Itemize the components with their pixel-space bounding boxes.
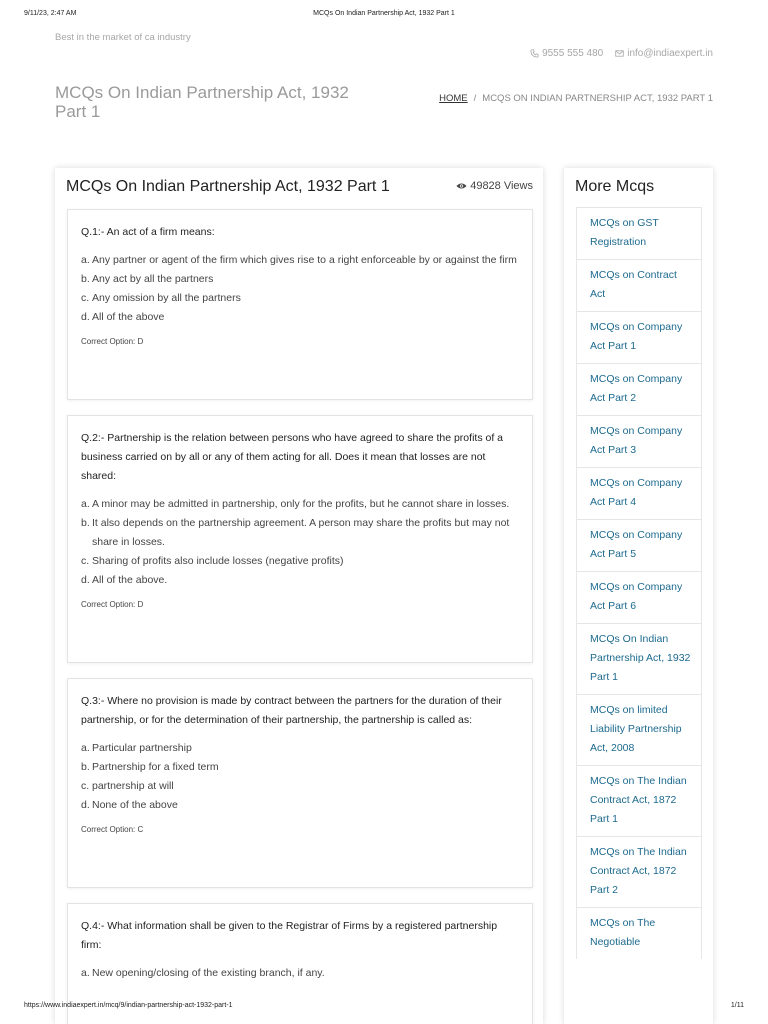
print-timestamp: 9/11/23, 2:47 AM [24,10,77,17]
correct-option: Correct Option: D [81,337,144,346]
sidebar-link[interactable]: MCQs on The Negotiable [577,907,701,959]
mcq-content-card [55,168,543,1024]
breadcrumb [439,93,713,104]
breadcrumb-current: MCQS ON INDIAN PARTNERSHIP ACT, 1932 PART 1 [482,93,713,104]
more-mcqs-sidebar [564,168,713,1024]
breadcrumb-home-link[interactable]: HOME [439,93,468,104]
site-tagline: Best in the market of ca industry [55,32,191,43]
question-text: Q.4:- What information shall be given to the Registrar of Firms by a registered partnership firm: [81,920,498,951]
option-item: c. Sharing of profits also include losses (negative profits) [81,555,344,567]
options-list [81,495,520,590]
print-page-number: 1/11 [730,1002,744,1009]
option-item: d. All of the above. [81,574,168,586]
option-item: a. Any partner or agent of the firm which gives rise to a right enforceable by or against the firm [81,254,517,266]
sidebar-link[interactable]: MCQs on Company Act Part 4 [577,467,701,519]
options-list [81,739,520,815]
option-item: d. All of the above [81,311,165,323]
sidebar-link[interactable]: MCQs on Company Act Part 6 [577,571,701,623]
phone-icon [530,49,539,58]
sidebar-link[interactable]: MCQs on Company Act Part 1 [577,311,701,363]
question-card [67,678,533,888]
option-item: d. None of the above [81,799,178,811]
page-title: MCQs On Indian Partnership Act, 1932 Part 1 [55,83,349,121]
views-text: 49828 Views [470,180,533,192]
option-item: c. Any omission by all the partners [81,292,241,304]
phone-number: 9555 555 480 [542,48,604,59]
sidebar-link[interactable]: MCQs on limited Liability Partnership Act, 2008 [577,694,701,765]
sidebar-link[interactable]: MCQs on Contract Act [577,259,701,311]
sidebar-title: More Mcqs [575,178,655,195]
correct-option: Correct Option: C [81,825,144,834]
option-item: b. Partnership for a fixed term [81,761,219,773]
mcq-title: MCQs On Indian Partnership Act, 1932 Part 1 [66,178,390,195]
email-link[interactable] [615,48,713,59]
sidebar-link[interactable]: MCQs on The Indian Contract Act, 1872 Part 1 [577,765,701,836]
option-item: c. partnership at will [81,780,174,792]
question-text: Q.3:- Where no provision is made by contract between the partners for the duration of their partnership, or for the determination of their partnership, the partnership is called as: [81,695,502,726]
views-count [456,180,533,192]
correct-option: Correct Option: D [81,600,144,609]
option-item: a. New opening/closing of the existing branch, if any. [81,967,325,979]
question-card [67,415,533,663]
sidebar-link[interactable]: MCQs on GST Registration [577,207,701,259]
print-document-title: MCQs On Indian Partnership Act, 1932 Part 1 [313,10,455,17]
envelope-icon [615,49,624,58]
sidebar-link[interactable]: MCQs on Company Act Part 5 [577,519,701,571]
breadcrumb-separator: / [473,93,477,104]
option-item: b. Any act by all the partners [81,273,214,285]
options-list [81,964,520,983]
sidebar-list [576,207,702,959]
print-url: https://www.indiaexpert.in/mcq/9/indian-partnership-act-1932-part-1 [24,1002,233,1009]
sidebar-link[interactable]: MCQs on The Indian Contract Act, 1872 Part 2 [577,836,701,907]
question-text: Q.1:- An act of a firm means: [81,226,215,238]
sidebar-link[interactable]: MCQs On Indian Partnership Act, 1932 Part 1 [577,623,701,694]
question-card [67,209,533,400]
eye-icon [456,182,467,190]
email-address: info@indiaexpert.in [627,48,713,59]
option-item: a. Particular partnership [81,742,192,754]
options-list [81,251,520,327]
sidebar-link[interactable]: MCQs on Company Act Part 2 [577,363,701,415]
phone-link[interactable] [530,48,603,59]
question-text: Q.2:- Partnership is the relation between persons who have agreed to share the profits of a business carried on by all or any of them acting for all. Does it mean that losses are not shared: [81,432,503,482]
sidebar-link[interactable]: MCQs on Company Act Part 3 [577,415,701,467]
option-item: b. It also depends on the partnership agreement. A person may share the profits but may not share in losses. [81,517,510,548]
option-item: a. A minor may be admitted in partnership, only for the profits, but he cannot share in losses. [81,498,510,510]
contact-bar [530,48,713,59]
